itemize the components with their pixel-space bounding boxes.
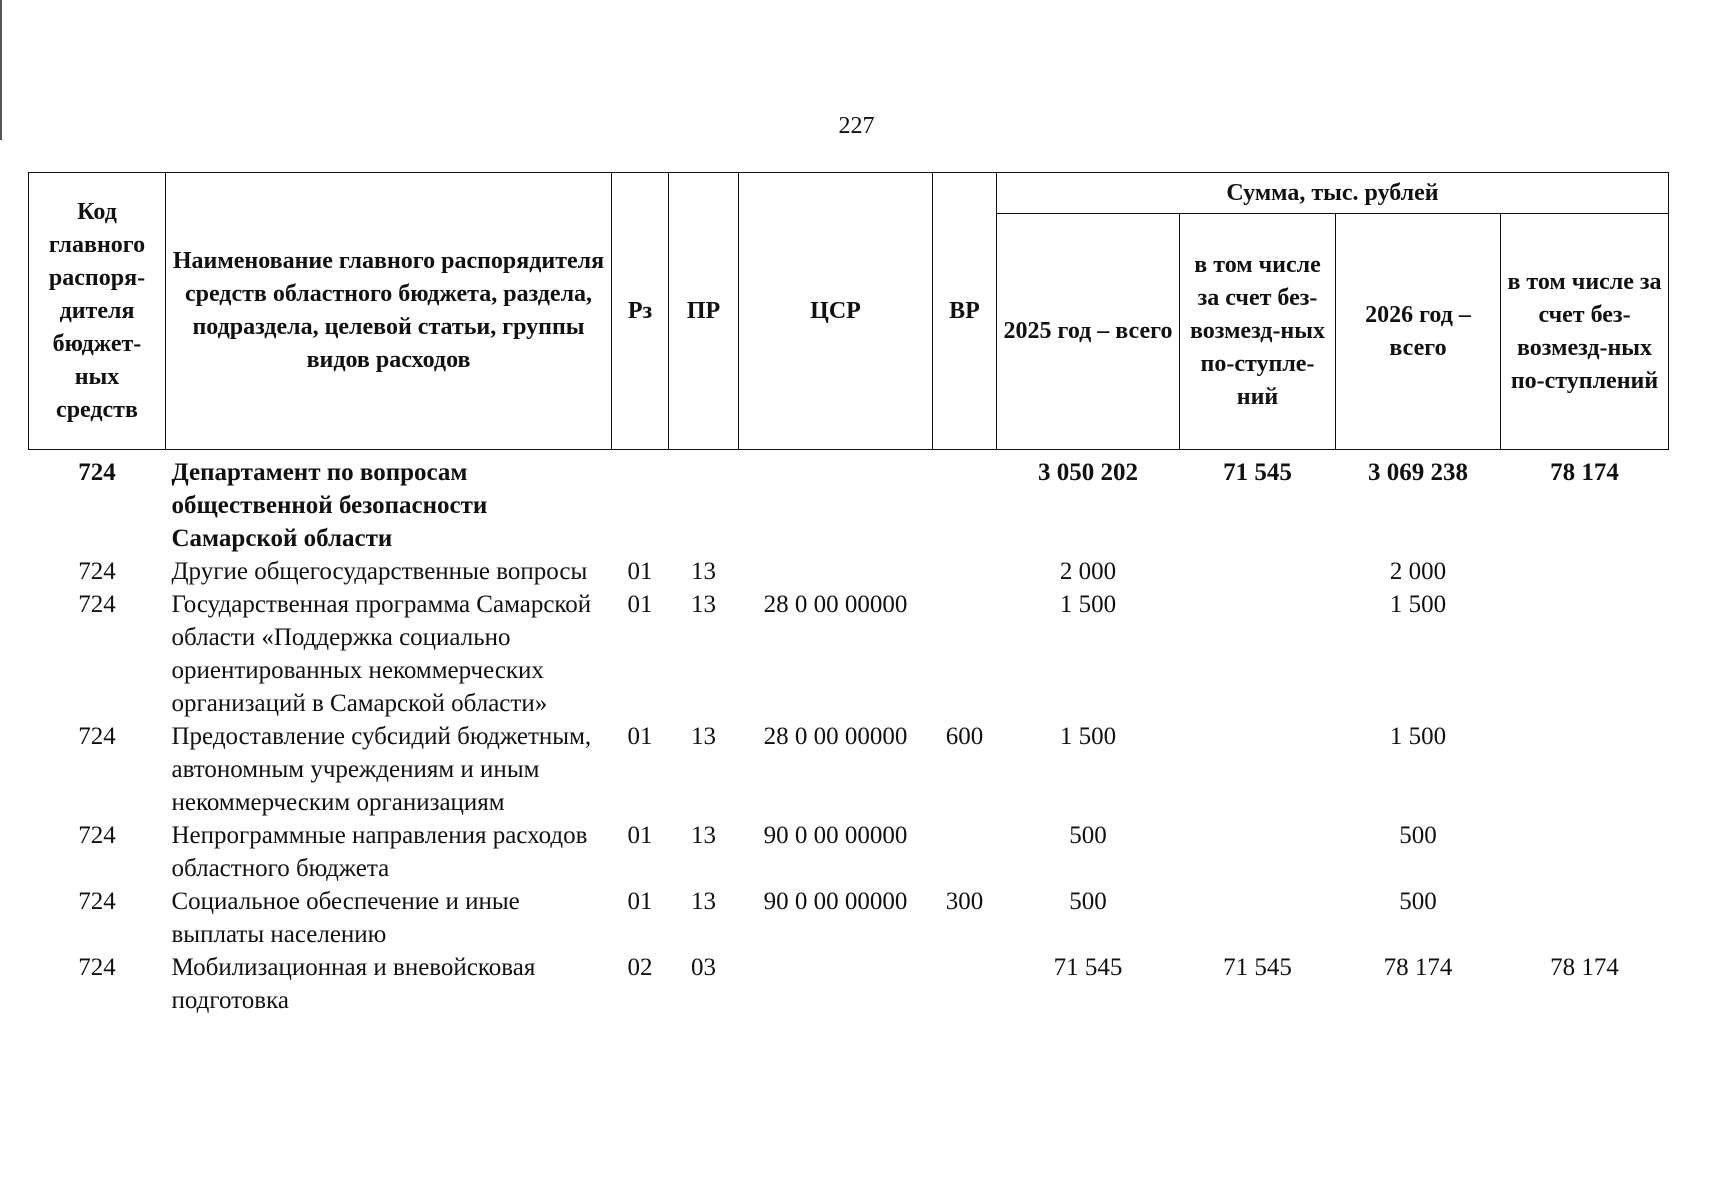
cell-2025-total: 500 — [1069, 822, 1107, 849]
cell-2025-free: 71 545 — [1223, 954, 1292, 981]
cell-2025-free — [1180, 588, 1336, 720]
cell-2025-free: 71 545 — [1223, 459, 1292, 486]
cell-pr: 13 — [691, 723, 716, 750]
cell-vr — [933, 555, 997, 588]
cell-2026-total: 1 500 — [1389, 591, 1447, 618]
cell-2026-free — [1501, 885, 1669, 951]
cell-csr: 28 0 00 00000 — [763, 723, 908, 750]
page-number: 227 — [838, 113, 875, 139]
cell-pr — [669, 450, 739, 556]
table-row — [29, 588, 1669, 720]
cell-rz: 01 — [627, 888, 653, 915]
cell-rz: 01 — [627, 558, 653, 585]
cell-rz — [612, 450, 669, 556]
cell-2025-total: 1 500 — [1059, 591, 1117, 618]
header-rz: Рз — [612, 173, 669, 450]
cell-pr: 13 — [691, 822, 716, 849]
cell-2025-total: 500 — [1069, 888, 1107, 915]
cell-2026-total: 1 500 — [1389, 723, 1447, 750]
cell-name: Предоставление субсидий бюджетным, автономным учреждениям и иным некоммерческим организациям — [171, 723, 592, 816]
cell-vr — [933, 450, 997, 556]
cell-vr — [933, 819, 997, 885]
cell-name: Мобилизационная и вневойсковая подготовка — [171, 954, 536, 1014]
cell-2026-free — [1501, 555, 1669, 588]
cell-2025-free — [1180, 885, 1336, 951]
cell-vr — [933, 951, 997, 1017]
cell-2025-free — [1180, 720, 1336, 819]
cell-pr: 13 — [691, 591, 716, 618]
header-vr: ВР — [933, 173, 997, 450]
cell-code: 724 — [78, 591, 116, 618]
cell-code: 724 — [78, 558, 116, 585]
cell-2025-free — [1180, 819, 1336, 885]
cell-code: 724 — [78, 954, 116, 981]
table-row — [29, 450, 1669, 556]
header-name: Наименование главного распорядителя средств областного бюджета, раздела, подраздела, целевой статьи, группы видов расходов — [166, 173, 612, 450]
cell-2025-total: 2 000 — [1059, 558, 1117, 585]
header-2025-free: в том числе за счет без-возмезд-ных по-ступле-ний — [1180, 214, 1336, 450]
cell-csr — [739, 450, 933, 556]
cell-pr: 03 — [691, 954, 716, 981]
header-2026-total: 2026 год – всего — [1336, 214, 1501, 450]
cell-vr: 300 — [945, 888, 984, 915]
cell-2026-free — [1501, 819, 1669, 885]
cell-2026-free — [1501, 588, 1669, 720]
cell-rz: 01 — [627, 822, 653, 849]
cell-pr: 13 — [691, 888, 716, 915]
cell-code: 724 — [78, 822, 116, 849]
header-sum-group: Сумма, тыс. рублей — [997, 173, 1669, 214]
cell-csr — [739, 555, 933, 588]
cell-name: Государственная программа Самарской области «Поддержка социально ориентированных некоммерческих организаций в Самарской области» — [171, 591, 592, 717]
table-row — [29, 555, 1669, 588]
table-row — [29, 720, 1669, 819]
cell-rz: 02 — [627, 954, 653, 981]
header-2026-free: в том числе за счет без-возмезд-ных по-ступлений — [1501, 214, 1669, 450]
cell-2025-total: 71 545 — [1053, 954, 1123, 981]
cell-csr: 28 0 00 00000 — [763, 591, 908, 618]
table-row — [29, 951, 1669, 1017]
cell-vr: 600 — [945, 723, 984, 750]
cell-code: 724 — [78, 459, 116, 486]
budget-table — [28, 172, 1669, 1017]
cell-2025-total: 1 500 — [1059, 723, 1117, 750]
cell-name: Непрограммные направления расходов областного бюджета — [171, 822, 588, 882]
cell-vr — [933, 588, 997, 720]
cell-csr: 90 0 00 00000 — [763, 888, 908, 915]
cell-rz: 01 — [627, 591, 653, 618]
cell-2026-total: 78 174 — [1383, 954, 1453, 981]
table-header — [29, 173, 1669, 450]
cell-2026-total: 500 — [1399, 822, 1437, 849]
cell-2026-free: 78 174 — [1550, 954, 1619, 981]
cell-csr: 90 0 00 00000 — [763, 822, 908, 849]
cell-code: 724 — [78, 888, 116, 915]
cell-name: Другие общегосударственные вопросы — [171, 558, 588, 585]
cell-2026-total: 2 000 — [1389, 558, 1447, 585]
cell-2025-total: 3 050 202 — [1038, 459, 1138, 486]
table-row — [29, 885, 1669, 951]
cell-2026-total: 3 069 238 — [1368, 459, 1468, 486]
header-2025-total: 2025 год – всего — [997, 214, 1180, 450]
cell-2026-free — [1501, 720, 1669, 819]
cell-name: Социальное обеспечение и иные выплаты населению — [171, 888, 520, 948]
cell-rz: 01 — [627, 723, 653, 750]
cell-name: Департамент по вопросам общественной безопасности Самарской области — [171, 459, 488, 552]
cell-2026-total: 500 — [1399, 888, 1437, 915]
cell-pr: 13 — [691, 558, 716, 585]
header-csr: ЦСР — [739, 173, 933, 450]
table-body — [29, 450, 1669, 1018]
cell-2026-free: 78 174 — [1550, 459, 1619, 486]
cell-2025-free — [1180, 555, 1336, 588]
cell-csr — [739, 951, 933, 1017]
header-code: Код главного распоря-дителя бюджет-ных средств — [29, 173, 166, 450]
cell-code: 724 — [78, 723, 116, 750]
header-pr: ПР — [669, 173, 739, 450]
table-row — [29, 819, 1669, 885]
